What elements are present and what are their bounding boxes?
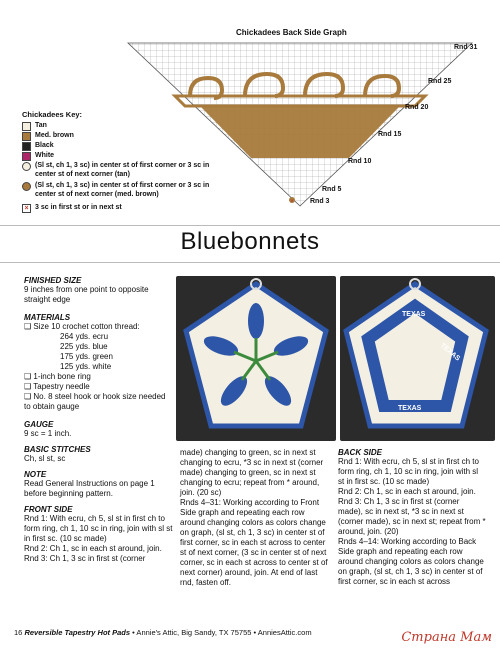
rnd-label: Rnd 15 [378, 131, 402, 138]
front-hotpad-photo [176, 276, 336, 441]
x-mark-icon: × [22, 204, 31, 213]
front-side-heading: FRONT SIDE [24, 505, 73, 514]
back-side-heading: BACK SIDE [338, 448, 383, 457]
rnd-label: Rnd 5 [322, 186, 342, 193]
page-footer [14, 628, 312, 637]
black-swatch-icon [22, 142, 31, 151]
materials-item: ❑ No. 8 steel hook or hook size needed to obtain gauge [24, 392, 166, 411]
svg-text:TEXAS: TEXAS [398, 405, 422, 412]
rnd-instruction: Rnd 1: With ecru, ch 5, sl st in first ch to form ring, ch 1, 10 sc in ring, join with sl st in first sc. (10 sc made) [24, 514, 173, 543]
note-text: Read General Instructions on page 1 before beginning pattern. [24, 479, 155, 498]
rnd-label: Rnd 10 [348, 158, 372, 165]
publisher-line: • Annie's Attic, Big Sandy, TX 75755 • AnniesAttic.com [132, 628, 312, 637]
brown-corner-icon [22, 182, 31, 191]
rnd-label: Rnd 25 [428, 78, 452, 85]
key-item: Black [22, 141, 232, 151]
divider [0, 225, 500, 226]
basic-stitches-heading: BASIC STITCHES [24, 445, 91, 454]
key-item: (Sl st, ch 1, 3 sc) in center st of first corner or 3 sc in center st of next corner (tan) [22, 161, 232, 179]
book-title: Reversible Tapestry Hot Pads [24, 628, 131, 637]
materials-item: ❑ Tapestry needle [24, 382, 90, 391]
right-column [338, 448, 486, 587]
graph-title: Chickadees Back Side Graph [236, 28, 347, 37]
key-item: (Sl st, ch 1, 3 sc) in center st of first corner or 3 sc in center st of next corner (med. brown) [22, 181, 232, 199]
rnd-instruction: Rnd 3: Ch 1, 3 sc in first st (corner [24, 554, 146, 563]
instruction-text: Rnds 4–31: Working according to Front Side graph and repeating each row around changing colors as colors change on graph, (sl st, ch 1, 3 sc) in center st of first corner, sc in each st across to center st of next corner, (3 sc in center st of next corner, sc in each st across to center st of next corner) around, join. At end of last rnd, fasten off. [180, 498, 328, 587]
note-heading: NOTE [24, 470, 47, 479]
gauge-text: 9 sc = 1 inch. [24, 429, 72, 438]
tan-corner-icon [22, 162, 31, 171]
instruction-text: Rnds 4–14: Working according to Back Side graph and repeating each row around changing colors as colors change on graph, (sl st, ch 1, 3 sc) in center st of first corner, sc in each st across [338, 537, 484, 586]
section-title: Bluebonnets [180, 228, 320, 255]
finished-size-heading: FINISHED SIZE [24, 276, 82, 285]
materials-item: 175 yds. green [60, 352, 113, 361]
materials-heading: MATERIALS [24, 313, 71, 322]
svg-text:TEXAS: TEXAS [438, 342, 462, 363]
watermark-logo: Страна Мам [401, 630, 492, 645]
key-title: Chickadees Key: [22, 110, 83, 119]
instruction-text: made) changing to green, sc in next st changing to ecru, *3 sc in next st (corner made) changing to green, sc in next st changing to ecru; repeat from * around, join. (20 sc) [180, 448, 324, 497]
materials-item: ❑ Size 10 crochet cotton thread: [24, 322, 140, 331]
finished-size-text: 9 inches from one point to opposite straight edge [24, 285, 149, 304]
materials-item: 125 yds. white [60, 362, 112, 371]
gauge-heading: GAUGE [24, 420, 54, 429]
rnd-instruction: Rnd 2: Ch 1, sc in each st around, join. [24, 544, 162, 553]
key-item: White [22, 151, 232, 161]
materials-item: 264 yds. ecru [60, 332, 109, 341]
key-item: Med. brown [22, 131, 232, 141]
rnd-label: Rnd 31 [454, 44, 478, 51]
page-number: 16 [14, 628, 23, 637]
instruction-text: Rnd 2: Ch 1, sc in each st around, join. [338, 487, 476, 496]
tan-swatch-icon [22, 122, 31, 131]
med-brown-swatch-icon [22, 132, 31, 141]
instruction-text: Rnd 3: Ch 1, 3 sc in first st (corner made), sc in next st, *3 sc in next st (corner made), sc in next st; repeat from * around, join. (20) [338, 497, 486, 536]
divider [0, 262, 500, 263]
key-item: Tan [22, 121, 232, 131]
middle-column [180, 448, 328, 588]
materials-item: ❑ 1-inch bone ring [24, 372, 91, 381]
instruction-text: Rnd 1: With ecru, ch 5, sl st in first ch to form ring, ch 1, 10 sc in ring, join with sl st in first sc. (10 sc made) [338, 457, 479, 486]
white-swatch-icon [22, 152, 31, 161]
rnd-label: Rnd 20 [405, 104, 429, 111]
left-column [24, 276, 174, 564]
svg-text:TEXAS: TEXAS [402, 311, 426, 318]
svg-text:×: × [290, 199, 294, 205]
key-item: × 3 sc in first st or in next st [22, 203, 232, 213]
materials-item: 225 yds. blue [60, 342, 108, 351]
back-hotpad-photo [340, 276, 495, 441]
basic-stitches-text: Ch, sl st, sc [24, 454, 66, 463]
rnd-label: Rnd 3 [310, 198, 330, 205]
